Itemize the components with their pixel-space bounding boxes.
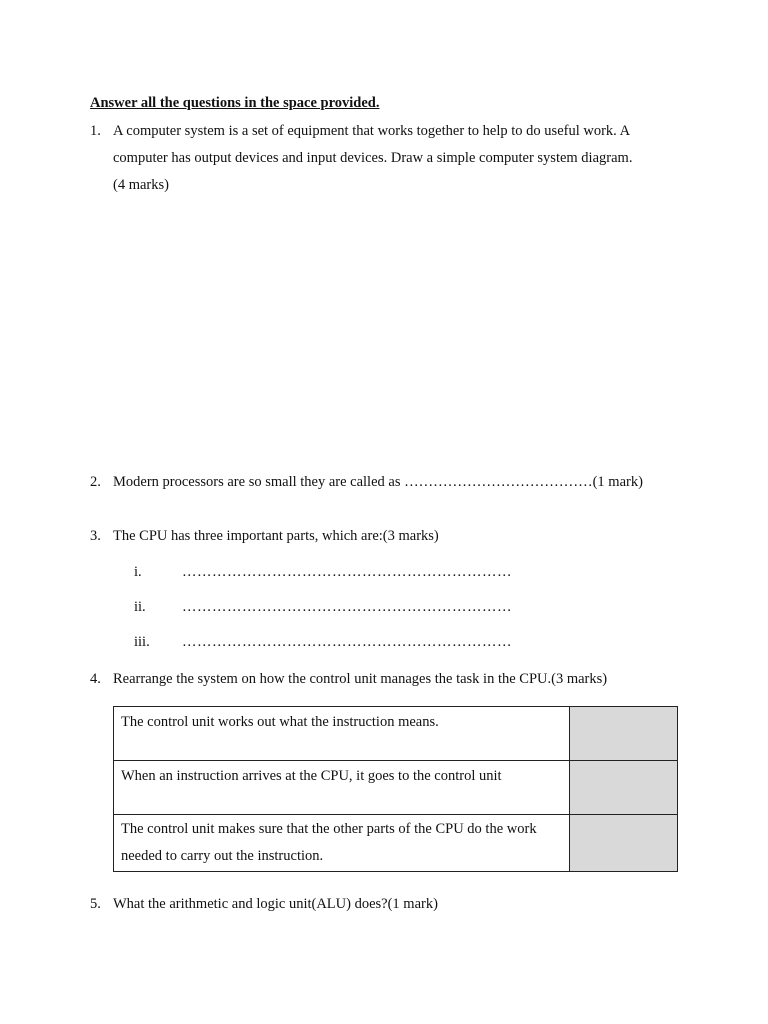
order-answer-box[interactable] — [569, 815, 677, 872]
table-row — [114, 707, 678, 761]
answer-label-ii: ii. — [134, 599, 146, 615]
answer-line-iii: ………………………………………………………… — [182, 634, 512, 650]
question-5-text: What the arithmetic and logic unit(ALU) does?(1 mark) — [113, 896, 438, 912]
question-1-number: 1. — [90, 123, 101, 139]
order-answer-box[interactable] — [569, 707, 677, 761]
question-4-number: 4. — [90, 671, 101, 687]
question-1-line-1: A computer system is a set of equipment that works together to help to do useful work. A — [113, 123, 631, 139]
table-row — [114, 815, 678, 872]
question-1-line-2: computer has output devices and input devices. Draw a simple computer system diagram. — [113, 150, 633, 166]
statement-cell: The control unit works out what the instruction means. — [114, 707, 570, 761]
answer-label-i: i. — [134, 564, 142, 580]
question-1-marks: (4 marks) — [113, 177, 169, 193]
answer-label-iii: iii. — [134, 634, 150, 650]
statement-cell: The control unit makes sure that the other parts of the CPU do the work needed to carry out the instruction. — [114, 815, 570, 872]
question-4-text: Rearrange the system on how the control unit manages the task in the CPU.(3 marks) — [113, 671, 608, 687]
order-answer-box[interactable] — [569, 761, 677, 815]
answer-line-ii: ………………………………………………………… — [182, 599, 512, 615]
instructions-heading: Answer all the questions in the space provided. — [90, 95, 380, 111]
question-3-number: 3. — [90, 528, 101, 544]
table-row — [114, 761, 678, 815]
question-2-text: Modern processors are so small they are called as …………………………………(1 mark) — [113, 474, 643, 490]
ordering-table — [113, 706, 678, 872]
answer-line-i: ………………………………………………………… — [182, 564, 512, 580]
question-5-number: 5. — [90, 896, 101, 912]
question-3-text: The CPU has three important parts, which are:(3 marks) — [113, 528, 439, 544]
statement-cell: When an instruction arrives at the CPU, it goes to the control unit — [114, 761, 570, 815]
question-2-number: 2. — [90, 474, 101, 490]
